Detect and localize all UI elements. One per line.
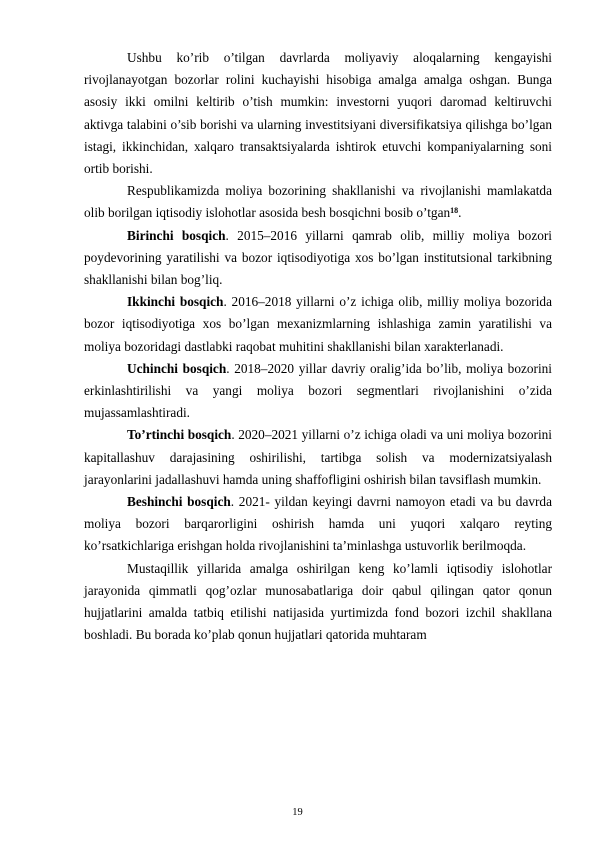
paragraph-stage-1 <box>84 225 552 292</box>
paragraph-stage-2 <box>84 291 552 358</box>
stage-heading: Uchinchi bosqich <box>127 360 227 376</box>
stage-heading: Beshinchi bosqich <box>127 494 231 510</box>
paragraph-stage-3 <box>84 358 552 425</box>
paragraph-stages-overview <box>84 180 552 224</box>
paragraph-text: . 2020–2021 yillarni o’z ichiga oladi va uni moliya bozorini kapitallashuv darajasining oshirilishi, tartibga solish va modernizatsiyalash jarayonlarini jadallashuvi hamda uning shaffofligini oshirish bilan tavsiflash mumkin. <box>84 427 552 487</box>
footnote-reference[interactable]: 18 <box>450 206 459 216</box>
page-number: 19 <box>292 807 303 818</box>
paragraph-text: . 2021- yildan keyingi davrni namoyon etadi va bu davrda moliya bozori barqarorligini oshirish hamda uni yuqori xalqaro reyting ko’rsatkichlariga erishgan holda rivojlanishini ta’minlashga ustuvorlik berilmoqda. <box>84 494 552 554</box>
paragraph-intro <box>84 47 552 180</box>
paragraph-text: . 2016–2018 yillarni o’z ichiga olib, milliy moliya bozorida bozor iqtisodiyotiga xos bo’lgan mexanizmlarning ishlashiga zamin yaratilishi va moliya bozoridagi dastlabki raqobat muhitini shakllanishi bilan xarakterlanadi. <box>84 294 552 354</box>
paragraph-text: Respublikamizda moliya bozorining shakllanishi va rivojlanishi mamlakatda olib borilgan iqtisodiy islohotlar asosida besh bosqichni bosib o’tgan <box>84 183 552 221</box>
paragraph-text: Ushbu ko’rib o’tilgan davrlarda moliyaviy aloqalarning kengayishi rivojlanayotgan bozorlar rolini kuchayishi hisobiga amalga amalga oshgan. Bunga asosiy ikki omilni keltirib o’tish mumkin: investorni yuqori daromad keltiruvchi aktivga talabini o’sib borishi va ularning investitsiyani diversifikatsiya qilishga bo’lgan istagi, ikkinchidan, xalqaro transaktsiyalarda ishtirok etuvchi kompaniyalarning soni ortib borishi. <box>84 50 552 177</box>
stage-heading: Ikkinchi bosqich <box>127 294 224 310</box>
paragraph-text: Mustaqillik yillarida amalga oshirilgan keng ko’lamli iqtisodiy islohotlar jarayonida qimmatli qog’ozlar munosabatlariga doir qabul qilingan qator qonun hujjatlarini amalda tatbiq etilishi natijasida yurtimizda fond bozori izchil shakllana boshladi. Bu borada ko’plab qonun hujjatlari qatorida muhtaram <box>84 560 552 643</box>
paragraph-text: . 2015–2016 yillarni qamrab olib, milliy moliya bozori poydevorining yaratilishi va bozor iqtisodiyotiga xos bo’lgan institutsional tarkibning shakllanishi bilan bog’liq. <box>84 227 552 288</box>
paragraph-stage-5 <box>84 491 552 558</box>
stage-heading: To’rtinchi bosqich <box>127 427 232 443</box>
paragraph-stage-4 <box>84 424 552 491</box>
paragraph-text: . 2018–2020 yillar davriy oralig’ida bo’lib, moliya bozorini erkinlashtirilishi va yangi moliya bozori segmentlari rivojlanishini o’zida mujassamlashtiradi. <box>84 360 552 421</box>
document-body <box>84 47 552 646</box>
stage-heading: Birinchi bosqich <box>127 227 226 243</box>
paragraph-end: . <box>458 205 462 221</box>
paragraph-independence <box>84 558 552 647</box>
